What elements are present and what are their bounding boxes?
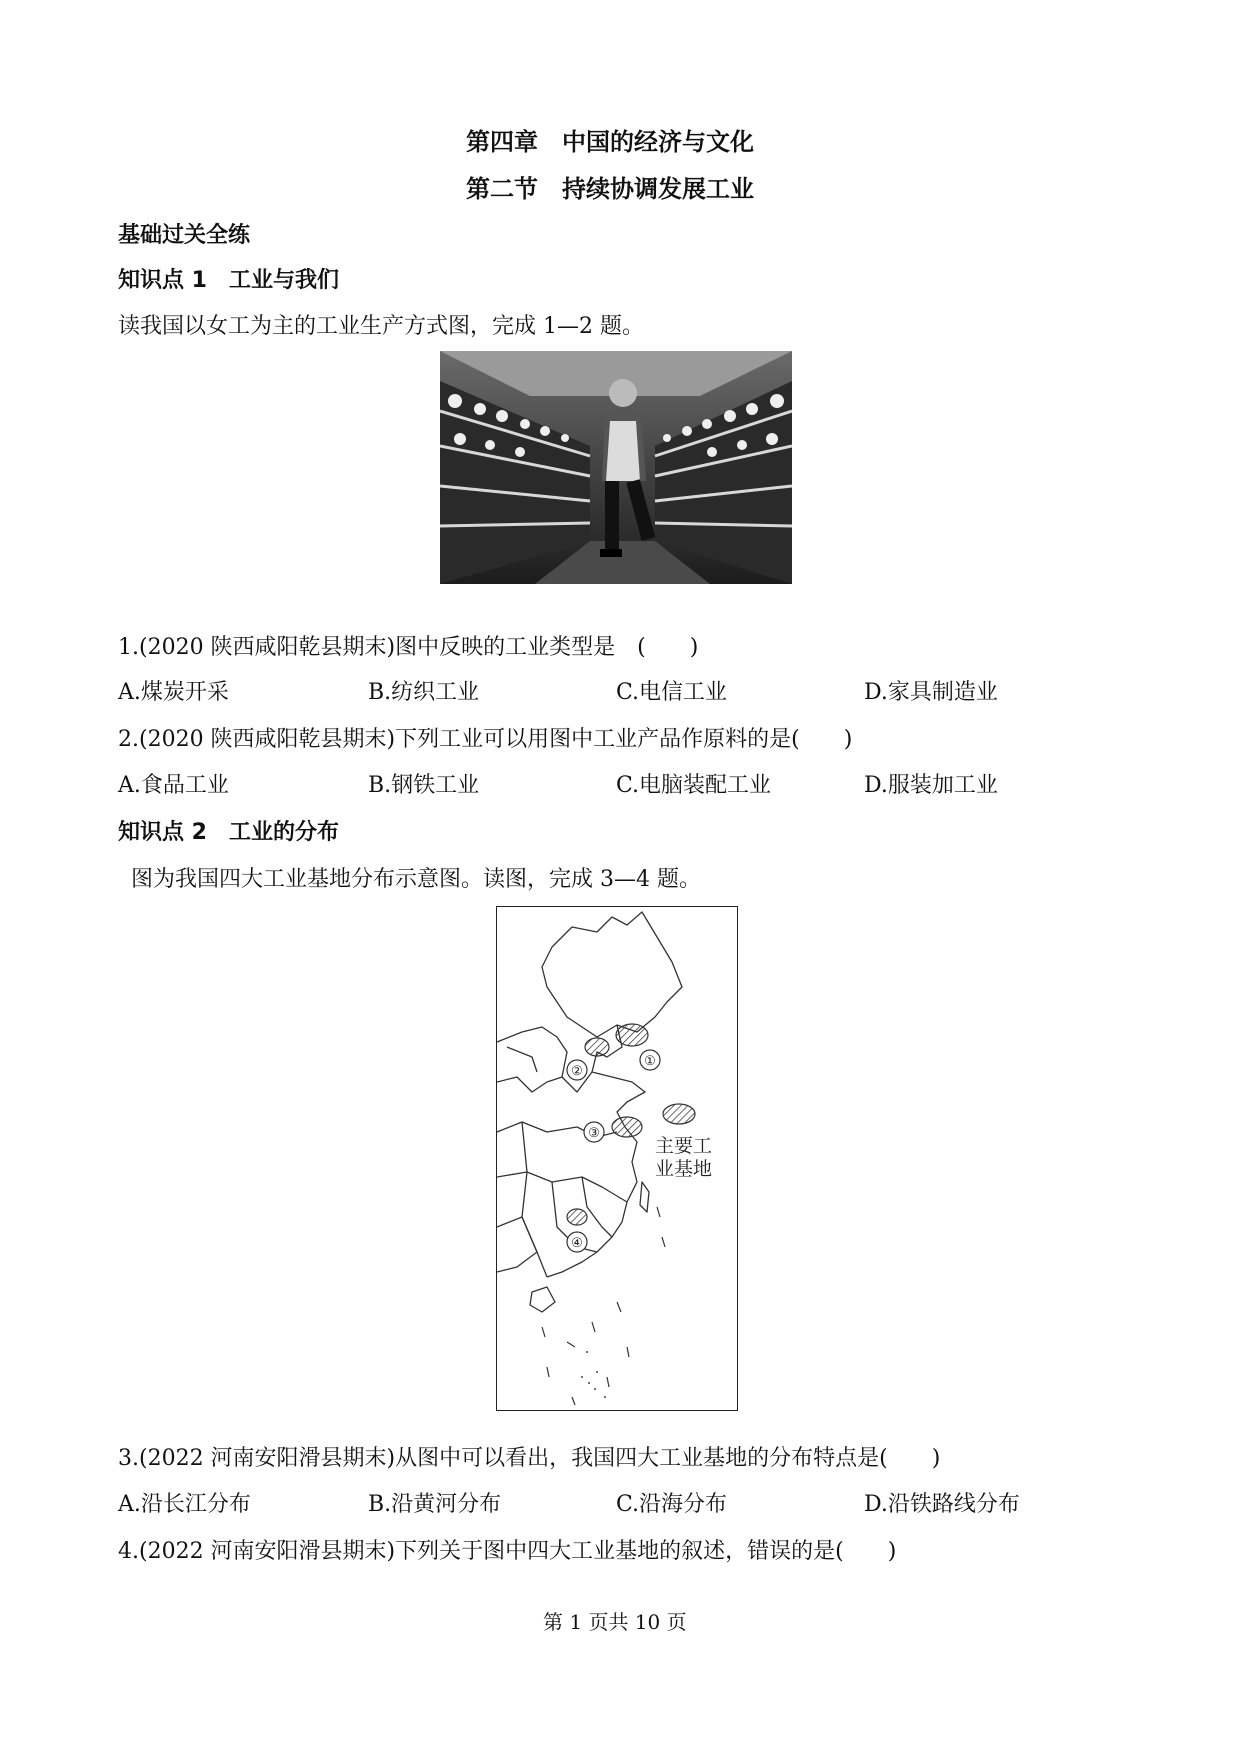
marker-1: ①	[644, 1054, 656, 1069]
question-1-option-b[interactable]: B.纺织工业	[368, 680, 480, 705]
question-4-stem: 4.(2022 河南安阳滑县期末)下列关于图中四大工业基地的叙述，错误的是( )	[118, 1539, 897, 1564]
question-3-option-a[interactable]: A.沿长江分布	[118, 1492, 251, 1517]
question-3-option-b[interactable]: B.沿黄河分布	[368, 1492, 502, 1517]
textile-factory-photo	[440, 351, 792, 584]
question-2-option-d[interactable]: D.服装加工业	[864, 773, 998, 798]
base-2-area	[585, 1038, 609, 1056]
knowledge-point-2-intro: 图为我国四大工业基地分布示意图。读图，完成 3—4 题。	[131, 867, 701, 892]
legend-label-line2: 业基地	[655, 1158, 713, 1180]
question-2-option-c[interactable]: C.电脑装配工业	[616, 773, 772, 798]
marker-2: ②	[571, 1064, 583, 1079]
question-1-stem: 1.(2020 陕西咸阳乾县期末)图中反映的工业类型是 ( )	[118, 635, 699, 660]
question-1-option-a[interactable]: A.煤炭开采	[118, 680, 229, 705]
knowledge-point-1-intro: 读我国以女工为主的工业生产方式图，完成 1—2 题。	[118, 314, 644, 339]
base-3-area	[612, 1117, 642, 1137]
question-2-option-b[interactable]: B.钢铁工业	[368, 773, 480, 798]
marker-3: ③	[588, 1126, 600, 1141]
page-number: 第 1 页共 10 页	[543, 1610, 687, 1634]
base-1-area	[616, 1024, 648, 1046]
knowledge-point-2-title: 知识点 2 工业的分布	[118, 820, 339, 845]
practice-title: 基础过关全练	[118, 223, 251, 248]
base-4-area	[567, 1209, 587, 1225]
marker-4: ④	[571, 1236, 583, 1251]
chapter-title: 第四章 中国的经济与文化	[466, 128, 754, 156]
industrial-base-map	[496, 906, 738, 1411]
question-1-option-d[interactable]: D.家具制造业	[864, 680, 998, 705]
china-east-map	[497, 907, 737, 1410]
legend-symbol	[663, 1104, 695, 1124]
question-3-option-d[interactable]: D.沿铁路线分布	[864, 1492, 1020, 1517]
question-2-stem: 2.(2020 陕西咸阳乾县期末)下列工业可以用图中工业产品作原料的是( )	[118, 727, 853, 752]
question-1-option-c[interactable]: C.电信工业	[616, 680, 728, 705]
question-2-option-a[interactable]: A.食品工业	[118, 773, 229, 798]
knowledge-point-1-title: 知识点 1 工业与我们	[118, 268, 339, 293]
question-3-stem: 3.(2022 河南安阳滑县期末)从图中可以看出，我国四大工业基地的分布特点是( )	[118, 1446, 941, 1471]
legend-label-line1: 主要工	[655, 1135, 713, 1157]
textile-factory-illustration	[440, 351, 792, 584]
question-3-option-c[interactable]: C.沿海分布	[616, 1492, 728, 1517]
section-title: 第二节 持续协调发展工业	[466, 175, 754, 203]
